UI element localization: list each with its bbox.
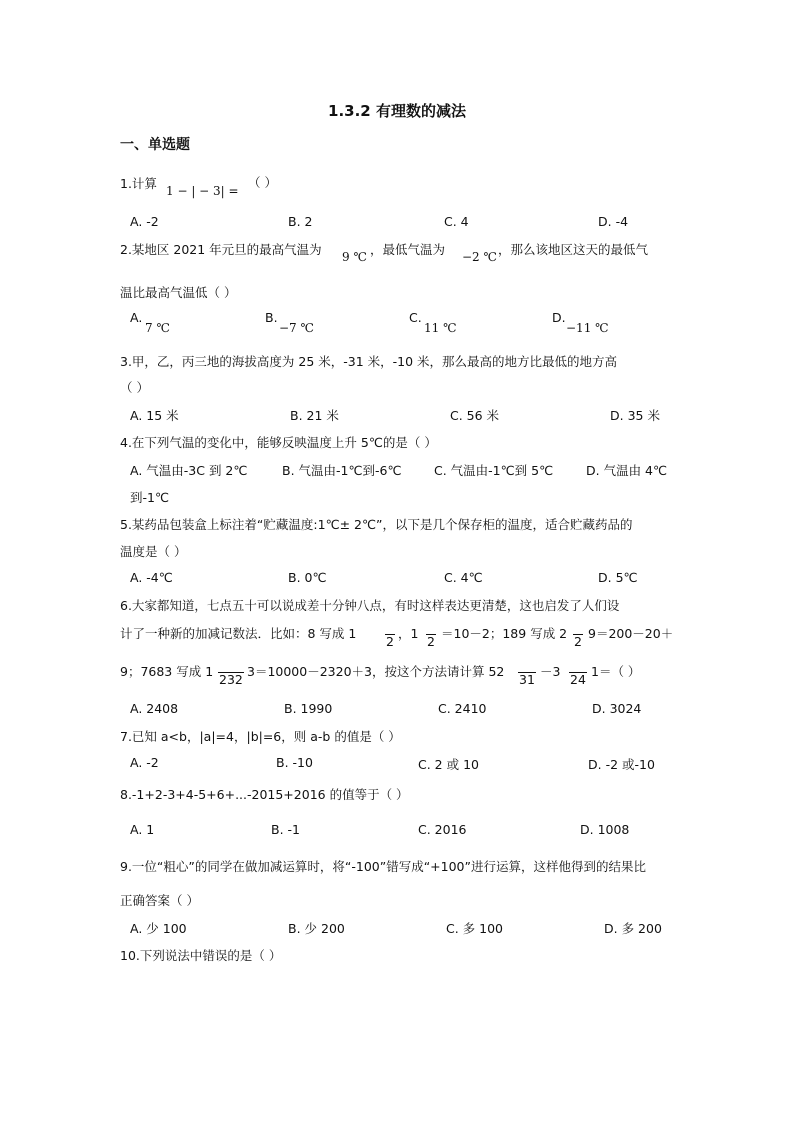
question-3-option-d[interactable]: D. 35 米 xyxy=(610,408,660,423)
question-6-overbar-digit-1: 2 xyxy=(386,634,394,649)
question-2-option-a-value: 7 ℃ xyxy=(145,321,170,335)
question-8-option-b[interactable]: B. -1 xyxy=(271,822,300,837)
question-2-option-c-value: 11 ℃ xyxy=(424,321,457,335)
page-title: 1.3.2 有理数的减法 xyxy=(328,102,466,120)
question-6-overbar-number-1: 232 xyxy=(219,672,243,687)
question-3-line1: 3.甲，乙，丙三地的海拔高度为 25 米，-31 米，-10 米，那么最高的地方比最低的地方高 xyxy=(120,354,618,369)
question-1-paren: （ ） xyxy=(248,175,277,190)
question-6-line1: 6.大家都知道，七点五十可以说成差十分钟八点，有时这样表达更清楚，这也启发了人们设 xyxy=(120,598,620,613)
question-6-overbar-number-3: 24 xyxy=(570,672,586,687)
question-2-line1c: ，那么该地区这天的最低气 xyxy=(498,242,649,257)
question-5-option-b[interactable]: B. 0℃ xyxy=(288,570,327,585)
question-2-option-c-letter[interactable]: C. xyxy=(409,310,422,325)
question-6-overbar-number-2: 31 xyxy=(519,672,535,687)
question-6-overbar-digit-3: 2 xyxy=(574,634,582,649)
question-7-stem: 7.已知 a<b，|a|=4，|b|=6，则 a-b 的值是（ ） xyxy=(120,729,401,744)
question-8-option-c[interactable]: C. 2016 xyxy=(418,822,467,837)
question-6-option-a[interactable]: A. 2408 xyxy=(130,701,179,716)
question-6-option-c[interactable]: C. 2410 xyxy=(438,701,487,716)
question-4-stem: 4.在下列气温的变化中，能够反映温度上升 5℃的是（ ） xyxy=(120,435,437,450)
question-4-option-d[interactable]: D. 气温由 4℃ xyxy=(586,463,668,478)
question-7-option-c[interactable]: C. 2 或 10 xyxy=(418,757,479,772)
question-2-option-d-value: −11 ℃ xyxy=(566,321,609,335)
question-6-line3-a: 9；7683 写成 1 xyxy=(120,664,214,679)
question-2-option-b-letter[interactable]: B. xyxy=(265,310,278,325)
question-2-option-d-letter[interactable]: D. xyxy=(552,310,566,325)
question-7-option-d[interactable]: D. -2 或-10 xyxy=(588,757,655,772)
question-1-option-d[interactable]: D. -4 xyxy=(598,214,629,229)
question-4-option-a[interactable]: A. 气温由-3C 到 2℃ xyxy=(130,463,248,478)
question-3-option-c[interactable]: C. 56 米 xyxy=(450,408,500,423)
question-6-overbar-digit-2: 2 xyxy=(427,634,435,649)
question-3-option-b[interactable]: B. 21 米 xyxy=(290,408,339,423)
question-1-stem: 1.计算 xyxy=(120,176,157,191)
question-2-expression-1: 9 ℃ xyxy=(342,250,367,264)
question-6-line2-b: ，1 xyxy=(398,626,419,641)
question-6-line2-c: ＝10－2；189 写成 2 xyxy=(441,626,568,641)
question-5-option-a[interactable]: A. -4℃ xyxy=(130,570,173,585)
question-10-stem: 10.下列说法中错误的是（ ） xyxy=(120,948,282,963)
question-9-option-b[interactable]: B. 少 200 xyxy=(288,921,345,936)
question-2-option-a-letter[interactable]: A. xyxy=(130,310,143,325)
question-8-option-d[interactable]: D. 1008 xyxy=(580,822,630,837)
question-1-option-b[interactable]: B. 2 xyxy=(288,214,313,229)
question-5-option-c[interactable]: C. 4℃ xyxy=(444,570,483,585)
question-8-option-a[interactable]: A. 1 xyxy=(130,822,155,837)
question-7-option-b[interactable]: B. -10 xyxy=(276,755,313,770)
question-4-option-b[interactable]: B. 气温由-1℃到-6℃ xyxy=(282,463,402,478)
question-5-option-d[interactable]: D. 5℃ xyxy=(598,570,638,585)
question-2-option-b-value: −7 ℃ xyxy=(279,321,314,335)
question-1-expression: 1 − | − 3| = xyxy=(166,184,239,198)
question-2-line1b: ，最低气温为 xyxy=(370,242,446,257)
question-2-line1a: 2.某地区 2021 年元旦的最高气温为 xyxy=(120,242,322,257)
question-9-option-c[interactable]: C. 多 100 xyxy=(446,921,504,936)
section-heading: 一、单选题 xyxy=(120,137,190,153)
question-5-line2: 温度是（ ） xyxy=(120,544,187,559)
question-3-line2: （ ） xyxy=(120,380,149,395)
question-9-line1: 9.一位“粗心”的同学在做加减运算时，将“-100”错写成“+100”进行运算，这样他得到的结果比 xyxy=(120,859,646,874)
question-6-line3-b: 3＝10000－2320＋3，按这个方法请计算 52 xyxy=(247,664,505,679)
question-6-option-b[interactable]: B. 1990 xyxy=(284,701,333,716)
question-6-option-d[interactable]: D. 3024 xyxy=(592,701,642,716)
question-2-line2: 温比最高气温低（ ） xyxy=(120,285,237,300)
question-4-option-c[interactable]: C. 气温由-1℃到 5℃ xyxy=(434,463,554,478)
question-1-option-c[interactable]: C. 4 xyxy=(444,214,469,229)
question-8-stem: 8.-1+2-3+4-5+6+...-2015+2016 的值等于（ ） xyxy=(120,787,409,802)
question-3-option-a[interactable]: A. 15 米 xyxy=(130,408,179,423)
question-9-line2: 正确答案（ ） xyxy=(120,893,199,908)
question-5-line1: 5.某药品包装盒上标注着“贮藏温度:1℃± 2℃”，以下是几个保存柜的温度，适合贮藏药品的 xyxy=(120,517,633,532)
question-6-line2-a: 计了一种新的加减记数法．比如：8 写成 1 xyxy=(120,626,357,641)
question-2-expression-2: −2 ℃ xyxy=(462,250,497,264)
question-9-option-a[interactable]: A. 少 100 xyxy=(130,921,187,936)
question-6-line3-d: 1＝（ ） xyxy=(591,664,641,679)
question-9-option-d[interactable]: D. 多 200 xyxy=(604,921,662,936)
question-4-option-d-cont: 到-1℃ xyxy=(130,490,170,505)
question-7-option-a[interactable]: A. -2 xyxy=(130,755,159,770)
question-1-option-a[interactable]: A. -2 xyxy=(130,214,159,229)
question-6-line2-d: 9＝200－20＋ xyxy=(588,626,674,641)
question-6-line3-c: －3 xyxy=(540,664,561,679)
